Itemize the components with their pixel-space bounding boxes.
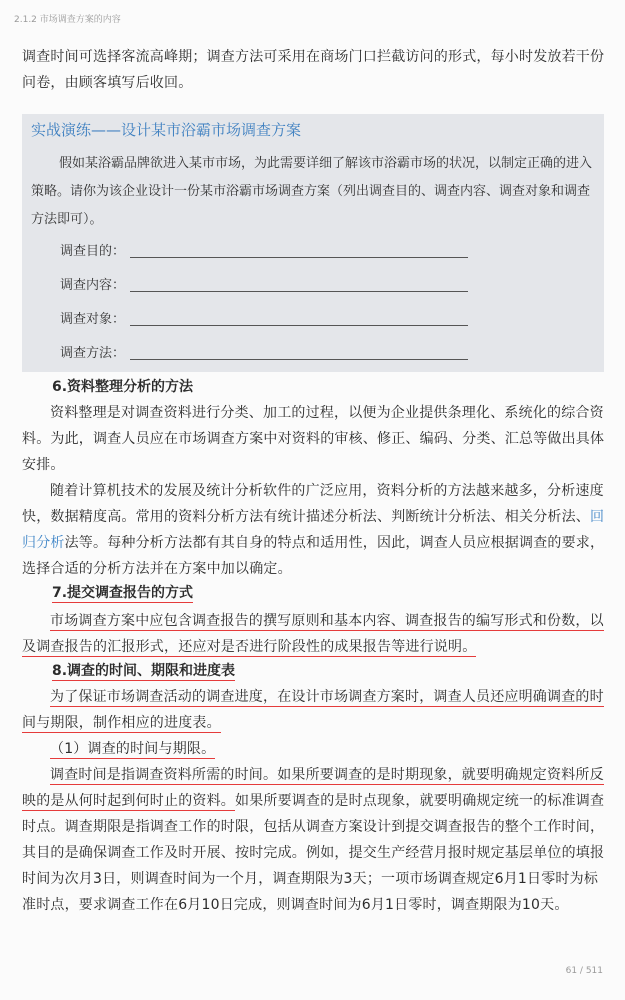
section6-para2-b: 法等。每种分析方法都有其自身的特点和适用性，因此，调查人员应根据调查的要求，选择合适的分析方法并在方案中加以确定。 xyxy=(22,535,605,577)
field-method-line xyxy=(130,359,468,360)
section7-heading xyxy=(52,582,193,602)
section8-para-text: 为了保证市场调查活动的调查进度，在设计市场调查方案时，调查人员还应明确调查的时间与期限，制作相应的进度表。 xyxy=(22,689,604,731)
section8-para2 xyxy=(22,762,606,918)
section8-para2-underlined: 调查时间是指调查资料所需的时间。如果所要调查的是时期现象，就要明确规定资料所反映的是从何时起到何时止的资料。 xyxy=(22,767,604,809)
section8-para xyxy=(22,684,606,736)
section7-para-text: 市场调查方案中应包含调查报告的撰写原则和基本内容、调查报告的编写形式和份数，以及调查报告的汇报形式，还应对是否进行阶段性的成果报告等进行说明。 xyxy=(22,613,604,655)
page-number: 61 / 511 xyxy=(565,966,603,976)
section7-para xyxy=(22,608,606,660)
section8-sub xyxy=(22,736,606,762)
section7-heading-text: 7.提交调查报告的方式 xyxy=(52,585,194,601)
section8-heading-text: 8.调查的时间、期限和进度表 xyxy=(52,663,236,679)
section6-para1: 资料整理是对调查资料进行分类、加工的过程，以便为企业提供条理化、系统化的综合资料。为此，调查人员应在市场调查方案中对资料的审核、修正、编码、分类、汇总等做出具体安排。 xyxy=(22,405,605,473)
section6-para2-a: 随着计算机技术的发展及统计分析软件的广泛应用，资料分析的方法越来越多，分析速度快，数据精度高。常用的资料分析方法有统计描述分析法、判断统计分析法、相关分析法、 xyxy=(22,483,604,525)
regression-analysis-link[interactable]: 回归分析 xyxy=(22,509,605,551)
field-method-label: 调查方法： xyxy=(60,346,126,361)
field-object-line xyxy=(130,325,468,326)
breadcrumb[interactable]: 2.1.2 市场调查方案的内容 xyxy=(14,15,121,25)
field-purpose-label: 调查目的： xyxy=(60,244,126,259)
section8-heading xyxy=(52,660,235,680)
field-purpose-line xyxy=(130,257,468,258)
section6-heading: 6.资料整理分析的方法 xyxy=(52,379,194,395)
exercise-title: 实战演练——设计某市浴霸市场调查方案 xyxy=(31,121,302,139)
section8-sub-text: （1）调查的时间与期限。 xyxy=(50,741,216,757)
section6-para2 xyxy=(22,478,606,582)
exercise-box xyxy=(22,114,604,372)
field-content-label: 调查内容： xyxy=(60,278,126,293)
intro-paragraph: 调查时间可选择客流高峰期；调查方法可采用在商场门口拦截访问的形式，每小时发放若干份问卷，由顾客填写后收回。 xyxy=(22,49,605,91)
field-object-label: 调查对象： xyxy=(60,312,126,327)
section8-para2-rest: 如果所要调查的是时点现象，就要明确规定统一的标准调查时点。调查期限是指调查工作的时限，包括从调查方案设计到提交调查报告的整个工作时间，其目的是确保调查工作及时开展、按时完成。例如，提交生产经营月报时规定基层单位的填报时间为次月3日，则调查时间为一个月，调查期限为3天；一项市场调查规定6月1日零时为标准时点，要求调查工作在6月10日完成，则调查时间为6月1日零时，调查期限为10天。 xyxy=(22,793,605,913)
field-content-line xyxy=(130,291,468,292)
exercise-body: 假如某浴霸品牌欲进入某市市场，为此需要详细了解该市浴霸市场的状况，以制定正确的进入策略。请你为该企业设计一份某市浴霸市场调查方案（列出调查目的、调查内容、调查对象和调查方法即可）。 xyxy=(31,156,593,227)
